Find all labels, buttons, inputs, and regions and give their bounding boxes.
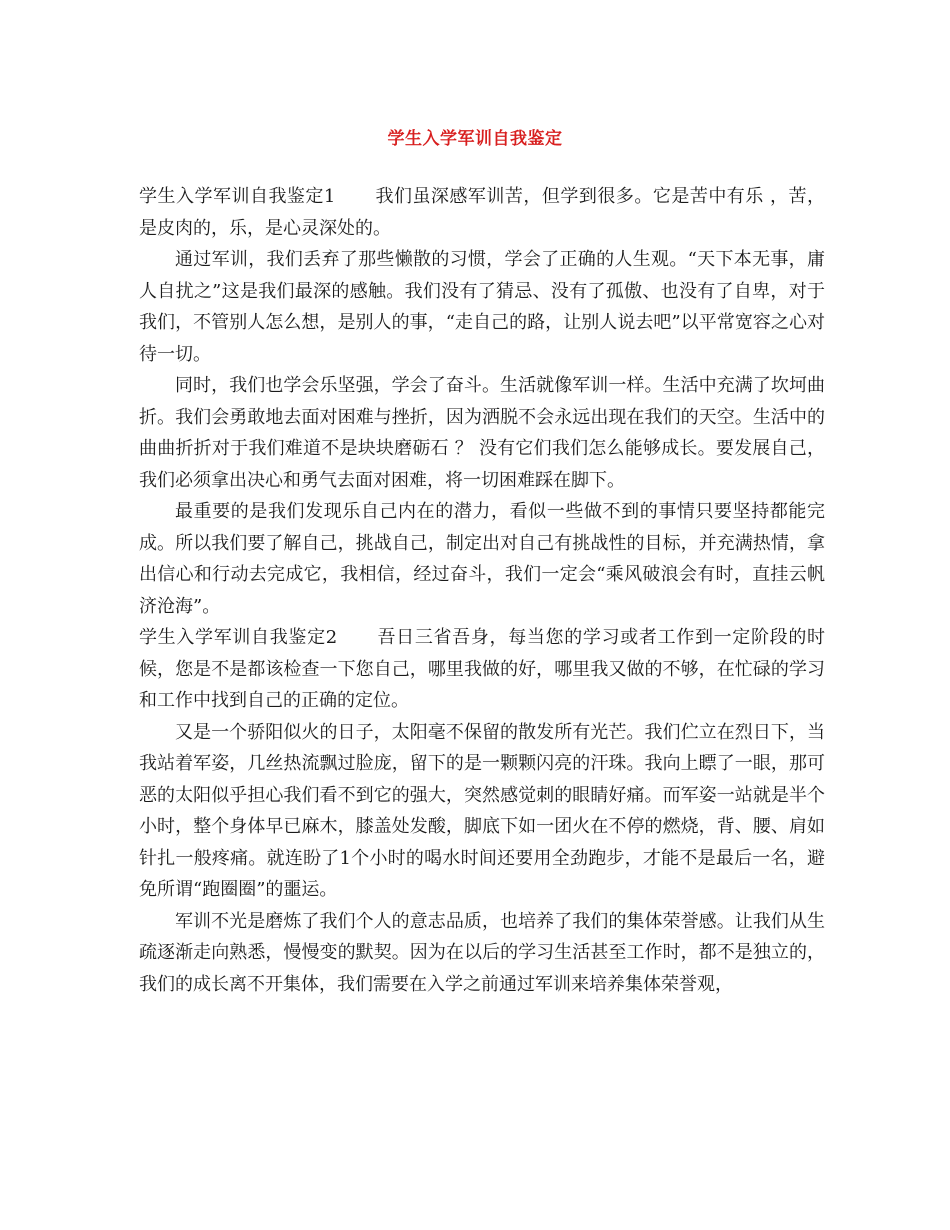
paragraph-7 bbox=[139, 906, 825, 1001]
paragraph-1 bbox=[139, 181, 825, 244]
paragraph-3 bbox=[139, 370, 825, 496]
paragraph-text: 我们虽深感军训苦，但学到很多。它是苦中有乐 ，苦，是皮肉的，乐，是心灵深处的。 bbox=[139, 186, 825, 239]
paragraph-text: 同时，我们也学会乐坚强，学会了奋斗。生活就像军训一样。生活中充满了坎坷曲折。我们会勇敢地去面对困难与挫折，因为洒脱不会永远出现在我们的天空。生活中的曲曲折折对于我们难道不是块块磨砺石 ？ 没有它们我们怎么能够成长。要发展自己，我们必须拿出决心和勇气去面对困难，将一切困难踩在脚下。 bbox=[139, 375, 825, 491]
section-heading-2: 学生入学军训自我鉴定2 bbox=[139, 627, 338, 648]
paragraph-6 bbox=[139, 717, 825, 906]
paragraph-text: 通过军训，我们丢弃了那些懒散的习惯，学会了正确的人生观。“天下本无事，庸人自扰之”这是我们最深的感触。我们没有了猜忌、没有了孤傲、也没有了自卑，对于我们，不管别人怎么想，是别人的事，“走自己的路，让别人说去吧”以平常宽容之心对待一切。 bbox=[139, 249, 825, 365]
paragraph-text: 吾日三省吾身，每当您的学习或者工作到一定阶段的时候，您是不是都该检查一下您自己，哪里我做的好，哪里我又做的不够，在忙碌的学习和工作中找到自己的正确的定位。 bbox=[139, 627, 825, 711]
paragraph-4 bbox=[139, 496, 825, 622]
paragraph-2 bbox=[139, 244, 825, 370]
paragraph-text: 最重要的是我们发现乐自己内在的潜力，看似一些做不到的事情只要坚持都能完成。所以我们要了解自己，挑战自己，制定出对自己有挑战性的目标，并充满热情，拿出信心和行动去完成它，我相信，经过奋斗，我们一定会“乘风破浪会有时，直挂云帆济沧海”。 bbox=[139, 501, 825, 617]
section-heading-1: 学生入学军训自我鉴定1 bbox=[139, 186, 336, 207]
document-body bbox=[139, 181, 825, 1000]
paragraph-text: 军训不光是磨炼了我们个人的意志品质，也培养了我们的集体荣誉感。让我们从生疏逐渐走向熟悉，慢慢变的默契。因为在以后的学习生活甚至工作时，都不是独立的，我们的成长离不开集体，我们需要在入学之前通过军训来培养集体荣誉观， bbox=[139, 910, 825, 995]
document-title: 学生入学军训自我鉴定 bbox=[387, 129, 563, 149]
paragraph-text: 又是一个骄阳似火的日子，太阳毫不保留的散发所有光芒。我们伫立在烈日下，当我站着军姿，几丝热流飘过脸庞，留下的是一颗颗闪亮的汗珠。我向上瞟了一眼，那可恶的太阳似乎担心我们看不到它的强大，突然感觉刺的眼睛好痛。而军姿一站就是半个小时，整个身体早已麻木，膝盖处发酸，脚底下如一团火在不停的燃烧，背、腰、肩如针扎一般疼痛。就连盼了1个小时的喝水时间还要用全劲跑步，才能不是最后一名，避免所谓“跑圈圈”的噩运。 bbox=[139, 721, 825, 900]
paragraph-5 bbox=[139, 622, 825, 717]
